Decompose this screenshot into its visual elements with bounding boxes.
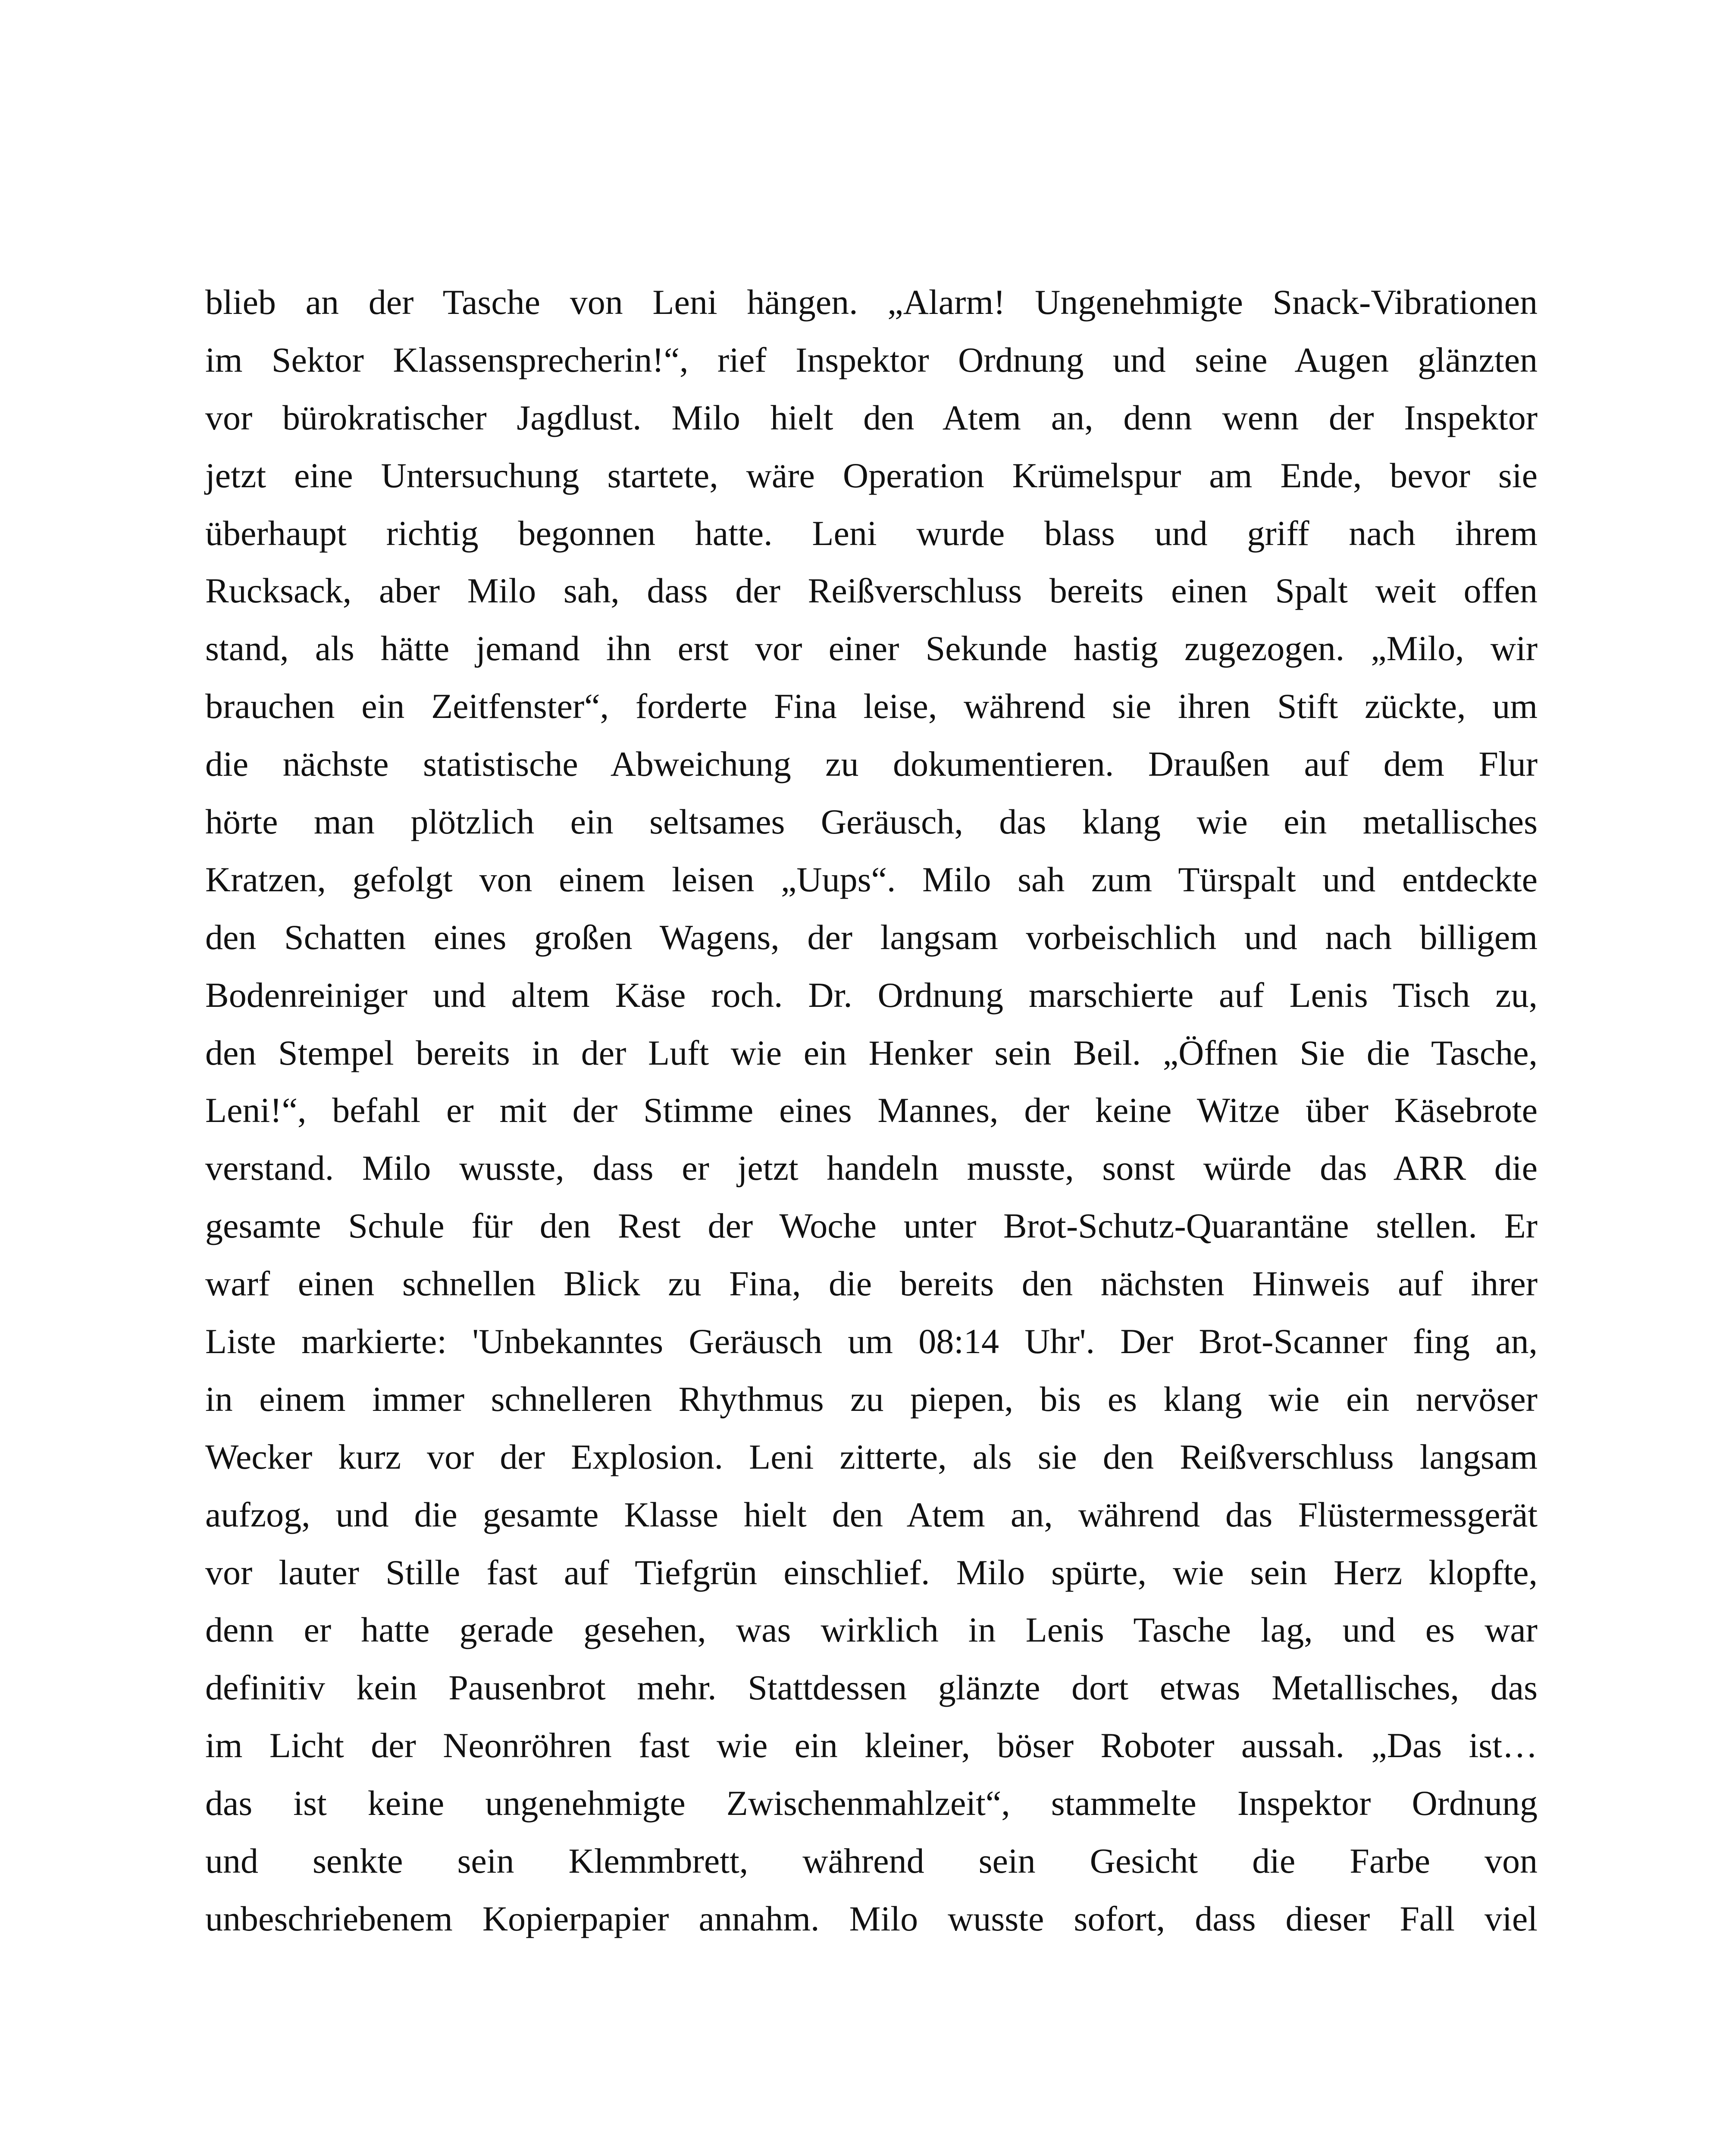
text-line: gesamte Schule für den Rest der Woche unter Brot-Schutz-Quarantäne stellen. Er xyxy=(205,1206,1538,1246)
text-line: unbeschriebenem Kopierpapier annahm. Milo wusste sofort, dass dieser Fall viel xyxy=(205,1899,1538,1938)
text-line: Liste markierte: 'Unbekanntes Geräusch um 08:14 Uhr'. Der Brot-Scanner fing an, xyxy=(205,1322,1538,1361)
text-line: den Schatten eines großen Wagens, der langsam vorbeischlich und nach billigem xyxy=(205,917,1538,957)
text-line: stand, als hätte jemand ihn erst vor einer Sekunde hastig zugezogen. „Milo, wir xyxy=(205,629,1538,668)
text-line: Bodenreiniger und altem Käse roch. Dr. Ordnung marschierte auf Lenis Tisch zu, xyxy=(205,975,1538,1015)
text-line: die nächste statistische Abweichung zu dokumentieren. Draußen auf dem Flur xyxy=(205,744,1538,784)
text-line: warf einen schnellen Blick zu Fina, die bereits den nächsten Hinweis auf ihrer xyxy=(205,1264,1538,1304)
text-line: verstand. Milo wusste, dass er jetzt handeln musste, sonst würde das ARR die xyxy=(205,1148,1538,1188)
text-line: und senkte sein Klemmbrett, während sein Gesicht die Farbe von xyxy=(205,1841,1538,1881)
text-line: in einem immer schnelleren Rhythmus zu piepen, bis es klang wie ein nervöser xyxy=(205,1379,1538,1419)
text-line: überhaupt richtig begonnen hatte. Leni wurde blass und griff nach ihrem xyxy=(205,513,1538,553)
text-line: Wecker kurz vor der Explosion. Leni zitterte, als sie den Reißverschluss langsam xyxy=(205,1437,1538,1476)
text-line: Leni!“, befahl er mit der Stimme eines Mannes, der keine Witze über Käsebrote xyxy=(205,1091,1538,1130)
text-line: im Licht der Neonröhren fast wie ein kleiner, böser Roboter aussah. „Das ist… xyxy=(205,1726,1538,1765)
text-line: aufzog, und die gesamte Klasse hielt den Atem an, während das Flüstermessgerät xyxy=(205,1495,1538,1534)
text-line: jetzt eine Untersuchung startete, wäre Operation Krümelspur am Ende, bevor sie xyxy=(205,455,1538,495)
text-line: vor bürokratischer Jagdlust. Milo hielt den Atem an, denn wenn der Inspektor xyxy=(205,398,1538,437)
text-line: im Sektor Klassensprecherin!“, rief Inspektor Ordnung und seine Augen glänzten xyxy=(205,340,1538,379)
text-line: denn er hatte gerade gesehen, was wirklich in Lenis Tasche lag, und es war xyxy=(205,1610,1538,1650)
body-text xyxy=(205,273,1538,1948)
text-line: das ist keine ungenehmigte Zwischenmahlzeit“, stammelte Inspektor Ordnung xyxy=(205,1783,1538,1823)
text-line: Rucksack, aber Milo sah, dass der Reißverschluss bereits einen Spalt weit offen xyxy=(205,571,1538,611)
text-line: definitiv kein Pausenbrot mehr. Stattdessen glänzte dort etwas Metallisches, das xyxy=(205,1668,1538,1708)
text-line: brauchen ein Zeitfenster“, forderte Fina leise, während sie ihren Stift zückte, um xyxy=(205,686,1538,726)
text-line: blieb an der Tasche von Leni hängen. „Alarm! Ungenehmigte Snack-Vibrationen xyxy=(205,282,1538,322)
text-line: Kratzen, gefolgt von einem leisen „Uups“. Milo sah zum Türspalt und entdeckte xyxy=(205,859,1538,899)
text-line: den Stempel bereits in der Luft wie ein Henker sein Beil. „Öffnen Sie die Tasche, xyxy=(205,1033,1538,1072)
text-line: hörte man plötzlich ein seltsames Geräusch, das klang wie ein metallisches xyxy=(205,802,1538,842)
text-line: vor lauter Stille fast auf Tiefgrün einschlief. Milo spürte, wie sein Herz klopfte, xyxy=(205,1552,1538,1592)
